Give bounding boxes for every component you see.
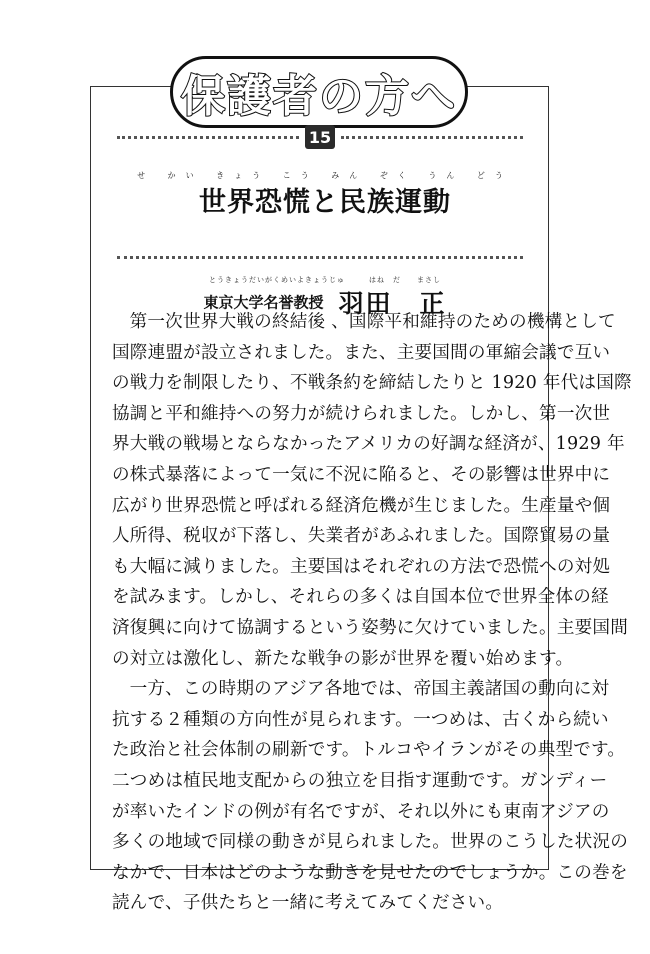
paragraph xyxy=(112,307,632,674)
text-line: た政治と社会体制の刷新です。トルコやイランがその典型です。 xyxy=(112,740,626,761)
text-line: 協調と平和維持への努力が続けられました。しかし、第一次世 xyxy=(112,403,611,424)
text-line: 二つめは植民地支配からの独立を目指す運動です。ガンディー xyxy=(112,770,608,791)
article-body xyxy=(112,307,632,919)
heading-ruby: せ かい きょう こう みん ぞく うん どう xyxy=(137,171,513,180)
text-line: 済復興に向けて協調するという姿勢に欠けていました。主要国間 xyxy=(112,617,629,638)
author-name: 羽田 正 xyxy=(338,289,447,318)
author-ruby: とうきょうだいがくめいよきょうじゅ はね だ まさし xyxy=(209,276,441,284)
text-line: を試みます。しかし、それらの多くは自国本位で世界全体の経 xyxy=(112,587,609,608)
text-line: 広がり世界恐慌と呼ばれる経済危機が生じました。生産量や個 xyxy=(112,495,611,516)
text-line: 第一次世界大戦の終結後 、国際平和維持のための機構として xyxy=(129,312,616,332)
text-line: 人所得、税収が下落し、失業者があふれました。国際貿易の量 xyxy=(112,526,611,547)
title-banner xyxy=(170,56,468,128)
text-line: の株式暴落によって一気に不況に陥ると、その影響は世界中に xyxy=(112,464,611,485)
dotted-divider xyxy=(341,136,523,139)
paragraph xyxy=(112,674,629,919)
article-heading xyxy=(0,170,650,219)
text-line: 一方、この時期のアジア各地では、帝国主義諸国の動向に対 xyxy=(129,679,610,700)
text-line: 読んで、子供たちと一緒に考えてみてください。 xyxy=(112,893,504,914)
text-line: の対立は激化し、新たな戦争の影が世界を覆い始めます。 xyxy=(112,648,574,669)
text-line: なかで、日本はどのような動きを見せたのでしょうか。この巻を xyxy=(112,862,628,883)
text-line: 多くの地域で同様の動きが見られました。世界のこうした状況の xyxy=(112,832,629,853)
text-line: 国際連盟が設立されました。また、主要国間の軍縮会議で互い xyxy=(112,342,611,363)
author-affiliation: 東京大学名誉教授 xyxy=(203,293,324,312)
text-line: 界大戦の戦場とならなかったアメリカの好調な経済が、1929 年 xyxy=(112,434,625,455)
page-title: 保護者の方へ xyxy=(181,71,457,122)
text-line: の戦力を制限したり、不戦条約を締結したりと 1920 年代は国際 xyxy=(112,373,632,394)
text-line: 抗する２種類の方向性が見られます。一つめは、古くから続い xyxy=(112,709,609,730)
dotted-divider xyxy=(117,256,523,259)
text-line: が率いたインドの例が有名ですが、それ以外にも東南アジアの xyxy=(112,801,610,822)
chapter-number-badge: 15 xyxy=(305,125,335,149)
text-line: も大幅に減りました。主要国はそれぞれの方法で恐慌への対処 xyxy=(112,556,611,577)
dotted-divider xyxy=(117,136,299,139)
heading-title: 世界恐慌と民族運動 xyxy=(199,187,451,218)
